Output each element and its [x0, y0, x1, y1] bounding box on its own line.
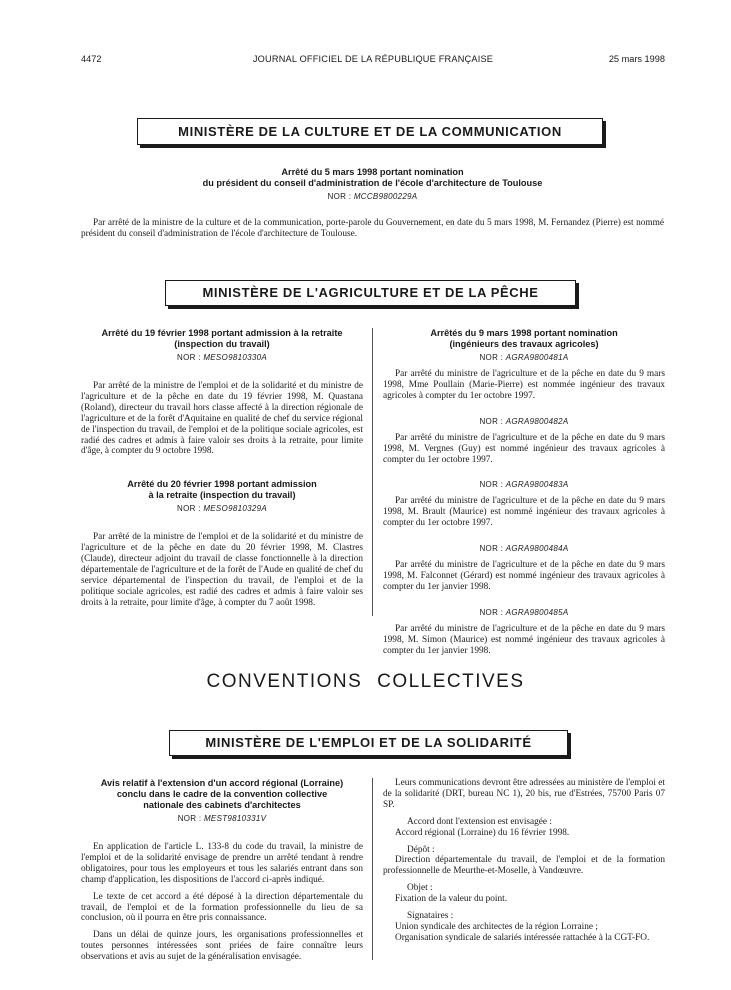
avis-value: Organisation syndicale de salariés intéressée rattachée à la CGT-FO.	[395, 932, 650, 943]
agriculture-right-column	[383, 328, 665, 657]
avis-paragraph: Leurs communications devront être adressées au ministère de l'emploi et de la solidarité (DRT, bureau NC 1), 20 bis, rue d'Estrées, 75700 Paris 07 SP.	[383, 778, 665, 810]
avis-label: Accord dont l'extension est envisagée :	[407, 816, 552, 827]
section-title: CONVENTIONS COLLECTIVES	[206, 671, 525, 692]
avis-title: Avis relatif à l'extension d'un accord régional (Lorraine)	[100, 778, 344, 788]
decree-body: Par arrêté de la ministre de la culture et de la communication, porte-parole du Gouvernement, en date du 5 mars 1998, M. Fernandez (Pierre) est nommé président du conseil d'administration de l'école d'architecture de Toulouse.	[81, 218, 664, 239]
decree-title: (ingénieurs des travaux agricoles)	[449, 339, 599, 349]
ministry-heading-culture: MINISTÈRE DE LA CULTURE ET DE LA COMMUNICATION	[137, 118, 603, 145]
avis-right-column	[383, 778, 665, 944]
decree-body: Par arrêté du ministre de l'agriculture et de la pêche en date du 9 mars 1998, M. Falconnet (Gérard) est nommé ingénieur des travaux agricoles à compter du 1er janvier 1998.	[383, 560, 665, 592]
ministry-heading-agriculture: MINISTÈRE DE L'AGRICULTURE ET DE LA PÊCHE	[165, 280, 576, 306]
decree-culture	[81, 167, 664, 240]
page-header	[81, 54, 665, 68]
nor-reference: NOR : MESO9810329A	[177, 504, 267, 514]
nor-reference: NOR : AGRA9800482A	[479, 416, 569, 426]
decree-body: Par arrêté du ministre de l'agriculture et de la pêche en date du 9 mars 1998, M. Simon (Maurice) est nommé ingénieur des travaux agricoles à compter du 1er janvier 1998.	[383, 623, 665, 656]
column-divider	[372, 778, 373, 960]
agriculture-left-column	[81, 328, 363, 609]
decree-body: Par arrêté du ministre de l'agriculture et de la pêche en date du 9 mars 1998, Mme Poullain (Marie-Pierre) est nommée ingénieur des travaux agricoles à compter du 1er octobre 1997.	[383, 369, 665, 401]
decree-title: Arrêté du 19 février 1998 portant admission à la retraite	[101, 328, 343, 338]
journal-title: JOURNAL OFFICIEL DE LA RÉPUBLIQUE FRANÇAISE	[252, 54, 494, 64]
avis-label: Objet :	[407, 883, 433, 894]
avis-title: nationale des cabinets d'architectes	[143, 800, 301, 810]
avis-label: Dépôt :	[407, 844, 435, 855]
avis-value: Accord régional (Lorraine) du 16 février 1998.	[395, 827, 570, 838]
avis-value: Fixation de la valeur du point.	[395, 894, 508, 905]
avis-value: Union syndicale des architectes de la région Lorraine ;	[395, 921, 598, 932]
decree-body: Par arrêté de la ministre de l'emploi et de la solidarité et du ministre de l'agriculture et de la pêche en date du 20 février 1998, M. Clastres (Claude), directeur adjoint du travail de classe fonctionnelle à la direction départementale de l'agriculture et de la forêt de l'Aude en qualité de chef du service départemental de l'inspection du travail, de l'emploi et de la politique sociale agricoles, est radié des cadres et admis à faire valoir ses droits à la retraite, pour limite d'âge, à compter du 7 août 1998.	[81, 532, 363, 608]
page-number: 4472	[81, 54, 102, 64]
decree-title: Arrêté du 20 février 1998 portant admission	[127, 479, 317, 490]
issue-date: 25 mars 1998	[608, 54, 665, 64]
avis-left-column	[81, 778, 363, 963]
decree-body: Par arrêté du ministre de l'agriculture et de la pêche en date du 9 mars 1998, M. Brault (Maurice) est nommé ingénieur des travaux agricoles à compter du 1er octobre 1997.	[383, 496, 665, 529]
decree-title: Arrêté du 5 mars 1998 portant nomination	[281, 167, 464, 177]
avis-value: Direction départementale du travail, de l'emploi et de la formation professionnelle de Meurthe-et-Moselle, à Vandœuvre.	[383, 855, 665, 877]
ministry-heading-emploi: MINISTÈRE DE L'EMPLOI ET DE LA SOLIDARITÉ	[169, 730, 568, 756]
decree-body: Par arrêté de la ministre de l'emploi et de la solidarité et du ministre de l'agriculture et de la pêche en date du 19 février 1998, M. Quastana (Roland), directeur du travail hors classe affecté à la direction régionale de l'agriculture et de la forêt d'Aquitaine en qualité de chef du service régional de l'inspection du travail, de l'emploi et de la politique sociale agricoles, est radié des cadres et admis à faire valoir ses droits à la retraite, pour limite d'âge, à compter du 9 octobre 1998.	[81, 381, 363, 457]
column-divider	[372, 328, 373, 616]
decree-title: du président du conseil d'administration de l'école d'architecture de Toulouse	[202, 178, 543, 188]
decree-title: (inspection du travail)	[174, 339, 270, 349]
decree-title: Arrêtés du 9 mars 1998 portant nomination	[430, 328, 618, 338]
decree-body: Par arrêté du ministre de l'agriculture et de la pêche en date du 9 mars 1998, M. Vergnes (Guy) est nommé ingénieur des travaux agricoles à compter du 1er octobre 1997.	[383, 432, 665, 465]
avis-paragraph: Le texte de cet accord a été déposé à la direction départementale du travail, de l'emploi et de la formation professionnelle du lieu de sa conclusion, où il pourra en être pris connaissance.	[81, 891, 363, 924]
avis-label: Signataires :	[407, 911, 454, 922]
nor-reference: NOR : MCCB9800229A	[327, 192, 418, 201]
avis-paragraph: En application de l'article L. 133-8 du code du travail, la ministre de l'emploi et de la solidarité envisage de prendre un arrêté tendant à rendre obligatoires, pour tous les employeurs et tous les salariés entrant dans son champ d'application, les dispositions de l'accord ci-après indiqué.	[81, 842, 363, 885]
nor-reference: NOR : AGRA9800485A	[479, 607, 569, 617]
decree-title: à la retraite (inspection du travail)	[148, 490, 296, 501]
nor-reference: NOR : AGRA9800483A	[479, 480, 569, 490]
avis-title: conclu dans le cadre de la convention collective	[116, 789, 328, 799]
nor-reference: NOR : AGRA9800481A	[479, 353, 569, 362]
nor-reference: NOR : AGRA9800484A	[479, 544, 569, 554]
nor-reference: NOR : MESO9810330A	[177, 353, 267, 362]
avis-paragraph: Dans un délai de quinze jours, les organisations professionnelles et toutes personnes intéressées sont priées de faire connaître leurs observations et avis au sujet de la généralisation envisagée.	[81, 930, 363, 963]
nor-reference: NOR : MEST9810331V	[177, 814, 267, 823]
